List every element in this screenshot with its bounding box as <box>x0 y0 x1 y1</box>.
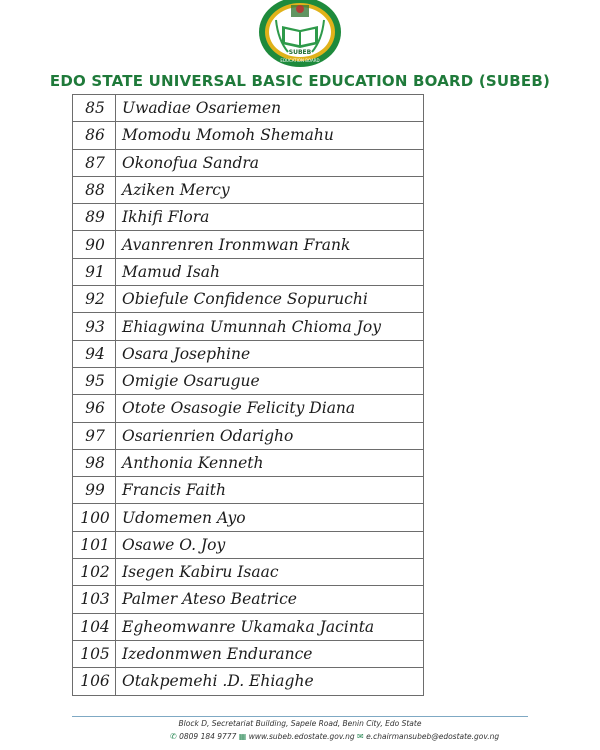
phone-icon: ✆ <box>170 732 177 741</box>
row-name: Udomemen Ayo <box>116 504 424 531</box>
row-number: 103 <box>73 586 116 613</box>
row-number: 92 <box>73 286 116 313</box>
row-number: 104 <box>73 613 116 640</box>
table-row <box>73 313 424 340</box>
svg-text:SUBEB: SUBEB <box>288 49 312 56</box>
row-name: Momodu Momoh Shemahu <box>116 122 424 149</box>
row-name: Ehiagwina Umunnah Chioma Joy <box>116 313 424 340</box>
row-name: Okonofua Sandra <box>116 149 424 176</box>
row-name: Palmer Ateso Beatrice <box>116 586 424 613</box>
table-row <box>73 95 424 122</box>
row-number: 102 <box>73 559 116 586</box>
table-row <box>73 204 424 231</box>
row-number: 100 <box>73 504 116 531</box>
row-name: Izedonmwen Endurance <box>116 640 424 667</box>
web-icon: ▦ <box>238 732 247 741</box>
row-name: Francis Faith <box>116 477 424 504</box>
row-number: 87 <box>73 149 116 176</box>
row-name: Anthonia Kenneth <box>116 449 424 476</box>
table-row <box>73 340 424 367</box>
table-row <box>73 231 424 258</box>
row-number: 94 <box>73 340 116 367</box>
footer-email[interactable]: e.chairmansubeb@edostate.gov.ng <box>366 732 500 741</box>
row-number: 91 <box>73 258 116 285</box>
table-row <box>73 422 424 449</box>
table-row <box>73 640 424 667</box>
board-title: EDO STATE UNIVERSAL BASIC EDUCATION BOARD (SUBEB) <box>49 72 551 90</box>
row-number: 105 <box>73 640 116 667</box>
row-name: Osawe O. Joy <box>116 531 424 558</box>
row-name: Omigie Osarugue <box>116 367 424 394</box>
row-name: Otote Osasogie Felicity Diana <box>116 395 424 422</box>
table-row <box>73 176 424 203</box>
svg-text:EDUCATION BOARD: EDUCATION BOARD <box>280 58 320 63</box>
table-row <box>73 668 424 695</box>
row-name: Avanrenren Ironmwan Frank <box>116 231 424 258</box>
table-row <box>73 586 424 613</box>
row-number: 97 <box>73 422 116 449</box>
row-number: 106 <box>73 668 116 695</box>
logo-emblem-icon <box>258 0 342 68</box>
subeb-logo <box>258 0 342 68</box>
row-name: Aziken Mercy <box>116 176 424 203</box>
table-row <box>73 449 424 476</box>
table-row <box>73 258 424 285</box>
row-name: Isegen Kabiru Isaac <box>116 559 424 586</box>
email-icon: ✉ <box>357 732 364 741</box>
table-row <box>73 477 424 504</box>
row-name: Ikhifi Flora <box>116 204 424 231</box>
table-row <box>73 504 424 531</box>
row-number: 86 <box>73 122 116 149</box>
table-row <box>73 395 424 422</box>
table-row <box>73 367 424 394</box>
footer-website[interactable]: www.subeb.edostate.gov.ng <box>248 732 355 741</box>
table-row <box>73 122 424 149</box>
footer-phone: 0809 184 9777 <box>179 732 237 741</box>
row-number: 101 <box>73 531 116 558</box>
row-name: Otakpemehi .D. Ehiaghe <box>116 668 424 695</box>
footer-divider <box>72 716 528 717</box>
table-row <box>73 149 424 176</box>
roster-body <box>73 95 424 696</box>
row-name: Uwadiae Osariemen <box>116 95 424 122</box>
row-number: 93 <box>73 313 116 340</box>
roster-table <box>72 94 424 696</box>
row-number: 96 <box>73 395 116 422</box>
row-number: 85 <box>73 95 116 122</box>
row-name: Obiefule Confidence Sopuruchi <box>116 286 424 313</box>
row-number: 88 <box>73 176 116 203</box>
row-number: 95 <box>73 367 116 394</box>
footer-address: Block D, Secretariat Building, Sapele Road, Benin City, Edo State <box>178 719 422 728</box>
row-name: Mamud Isah <box>116 258 424 285</box>
row-number: 89 <box>73 204 116 231</box>
row-number: 98 <box>73 449 116 476</box>
table-row <box>73 286 424 313</box>
row-number: 90 <box>73 231 116 258</box>
row-name: Osarienrien Odarigho <box>116 422 424 449</box>
footer-contacts <box>170 732 570 741</box>
table-row <box>73 613 424 640</box>
row-number: 99 <box>73 477 116 504</box>
row-name: Osara Josephine <box>116 340 424 367</box>
table-row <box>73 531 424 558</box>
table-row <box>73 559 424 586</box>
row-name: Egheomwanre Ukamaka Jacinta <box>116 613 424 640</box>
